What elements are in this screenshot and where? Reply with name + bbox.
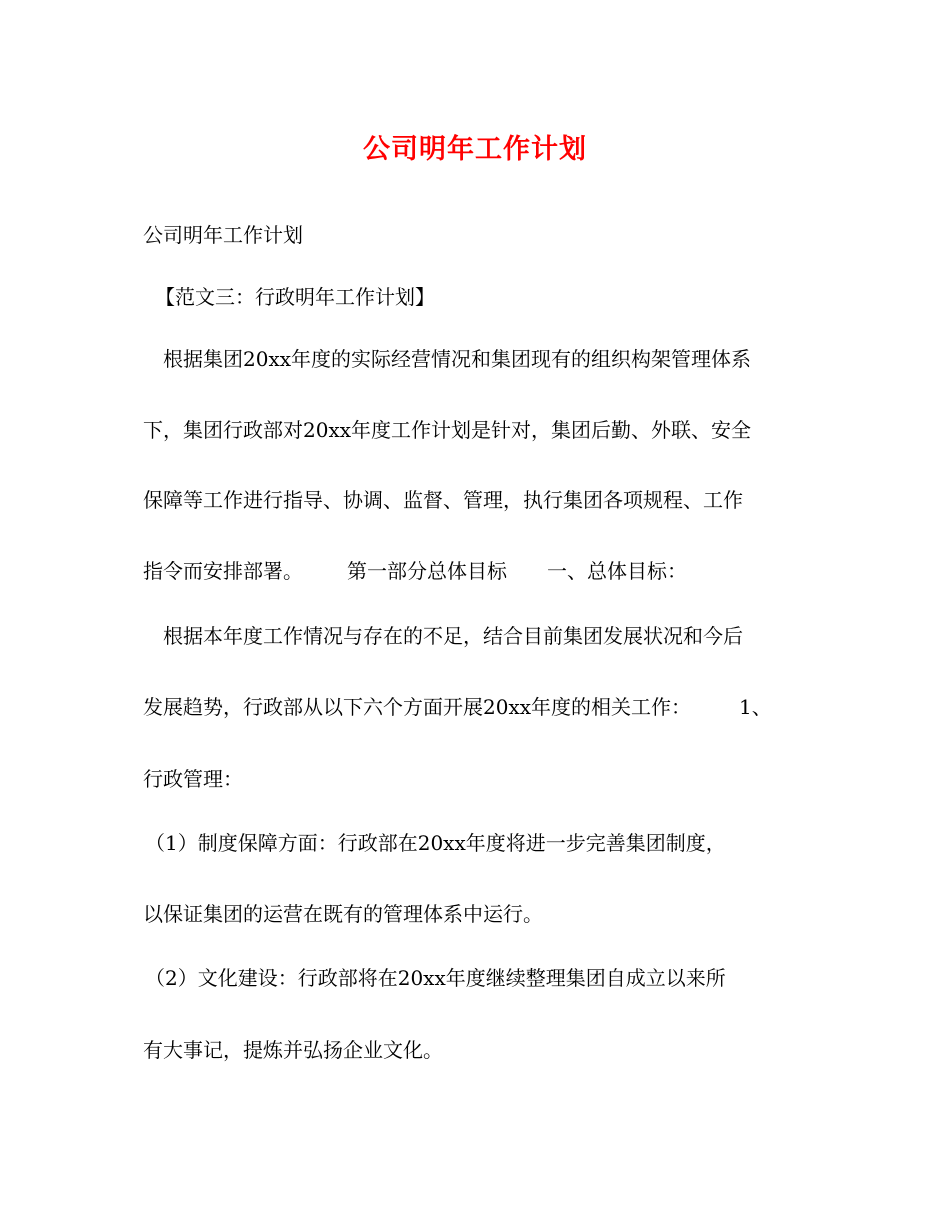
paragraph-line	[143, 1035, 823, 1065]
text-line: 【范文三：行政明年工作计划】	[155, 285, 435, 309]
text-line: 发展趋势，行政部从以下六个方面开展20xx年度的相关工作：	[143, 695, 692, 719]
paragraph-line	[143, 415, 823, 445]
text-line: 根据集团20xx年度的实际经营情况和集团现有的组织构架管理体系	[163, 347, 752, 371]
paragraph-line	[163, 344, 843, 374]
subtitle-line	[143, 220, 823, 250]
paragraph-line	[163, 621, 843, 651]
document-title: 公司明年工作计划	[363, 134, 587, 165]
text-line: 行政管理：	[143, 767, 243, 791]
part-heading: 第一部分总体目标	[347, 559, 507, 583]
paragraph-line	[143, 692, 823, 722]
goal-heading: 一、总体目标：	[547, 559, 687, 583]
paragraph-line	[143, 485, 823, 515]
paragraph-line	[145, 963, 825, 993]
text-line: 指令而安排部署。	[143, 559, 303, 583]
paragraph-line	[143, 556, 823, 586]
item-number: 1、	[739, 695, 772, 719]
text-line: 有大事记，提炼并弘扬企业文化。	[143, 1038, 443, 1062]
paragraph-line	[143, 764, 823, 794]
paragraph-line	[143, 899, 823, 929]
text-line: 下，集团行政部对20xx年度工作计划是针对，集团后勤、外联、安全	[143, 418, 752, 442]
paragraph-line	[145, 828, 825, 858]
text-line: 以保证集团的运营在既有的管理体系中运行。	[143, 902, 543, 926]
text-line: （1）制度保障方面：行政部在20xx年度将进一步完善集团制度，	[145, 831, 726, 855]
section-heading	[155, 282, 835, 312]
text-line: （2）文化建设：行政部将在20xx年度继续整理集团自成立以来所	[145, 966, 726, 990]
text-line: 公司明年工作计划	[143, 223, 303, 247]
text-line: 保障等工作进行指导、协调、监督、管理，执行集团各项规程、工作	[143, 488, 743, 512]
text-line: 根据本年度工作情况与存在的不足，结合目前集团发展状况和今后	[163, 624, 743, 648]
